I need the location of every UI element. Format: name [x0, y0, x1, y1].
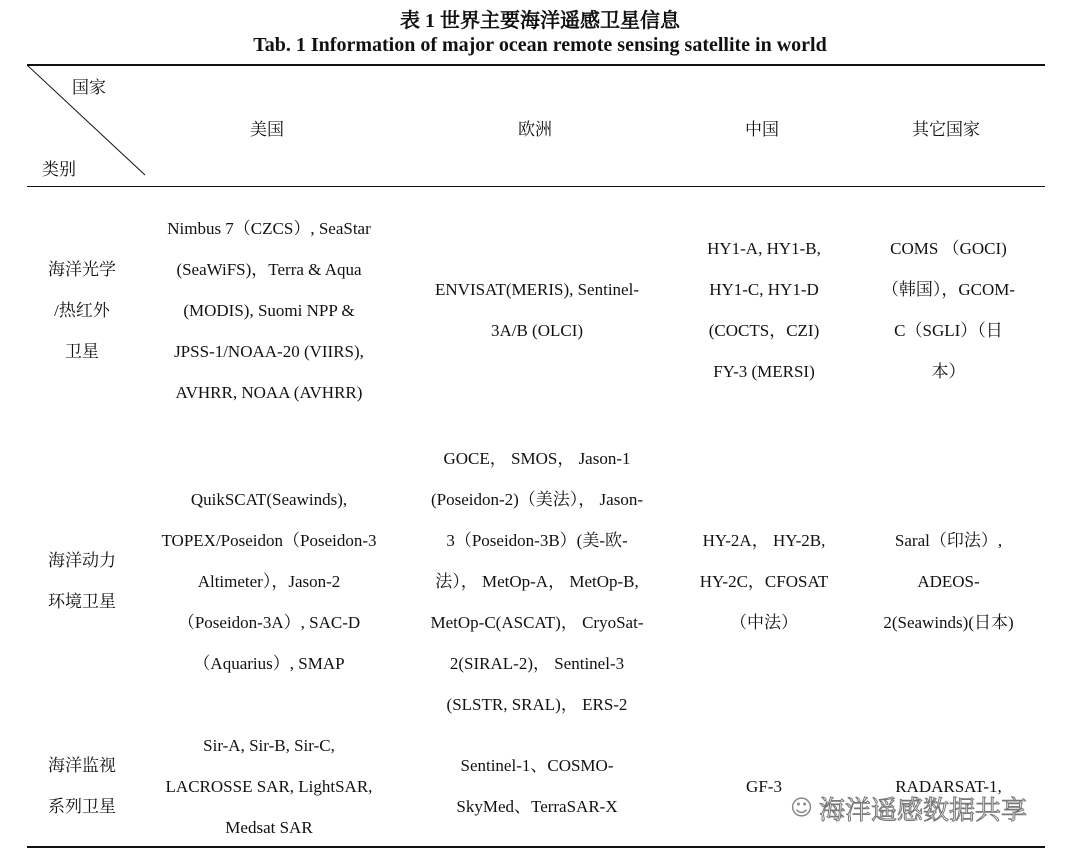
table-title-en: Tab. 1 Information of major ocean remote sensing satellite in world — [253, 34, 827, 56]
corner-bottom-label: 类别 — [42, 160, 76, 179]
col-header-europe: 欧洲 — [518, 120, 552, 139]
table-cell: COMS （GOCI) （韩国），GCOM- C（SGLI）（日 本） — [881, 239, 1016, 381]
row-category: 海洋光学 /热红外 卫星 — [48, 259, 116, 361]
table-cell: ENVISAT(MERIS), Sentinel- 3A/B (OLCI) — [435, 280, 639, 340]
watermark — [790, 790, 1027, 827]
row-category: 海洋监视 系列卫星 — [48, 756, 116, 816]
table-cell: Saral（印法）, ADEOS- 2(Seawinds)(日本) — [883, 530, 1014, 632]
header-rule — [27, 186, 1045, 187]
table-cell: QuikSCAT(Seawinds), TOPEX/Poseidon（Poseidon-3 Altimeter），Jason-2 （Poseidon-3A）, SAC-D （Aquarius）, SMAP — [161, 489, 377, 673]
table-cell: HY1-A, HY1-B, HY1-C, HY1-D (COCTS，CZI) FY-3 (MERSI) — [707, 239, 821, 381]
row-category: 海洋动力 环境卫星 — [48, 551, 116, 611]
table-cell: Nimbus 7（CZCS）, SeaStar (SeaWiFS)，Terra & Aqua (MODIS), Suomi NPP & JPSS-1/NOAA-20 (VIIRS), AVHRR, NOAA (AVHRR) — [167, 218, 371, 402]
col-header-others: 其它国家 — [912, 120, 980, 139]
table-title-cn: 表 1 世界主要海洋遥感卫星信息 — [400, 10, 680, 32]
table-cell: GF-3 — [746, 776, 782, 796]
col-header-china: 中国 — [745, 120, 779, 139]
table-cell: Sentinel-1、COSMO- SkyMed、TerraSAR-X — [456, 756, 618, 816]
table-cell: HY-2A， HY-2B, HY-2C，CFOSAT （中法） — [699, 530, 829, 632]
table-cell: GOCE， SMOS， Jason-1 (Poseidon-2)（美法）， Jason- 3（Poseidon-3B）(美-欧- 法）， MetOp-A， MetOp-B, MetOp-C(ASCAT)， CryoSat- 2(SIRAL-2)， Sentinel-3 (SLSTR, SRAL)， ERS-2 — [430, 448, 644, 714]
col-header-usa: 美国 — [250, 120, 284, 139]
corner-top-label: 国家 — [72, 78, 106, 97]
top-rule — [27, 64, 1045, 66]
wechat-icon: ☺ — [790, 796, 813, 821]
table-cell: Sir-A, Sir-B, Sir-C, LACROSSE SAR, LightSAR, Medsat SAR — [165, 735, 373, 837]
watermark-text: 海洋遥感数据共享 — [818, 796, 1027, 826]
table-cell: RADARSAT-1, — [895, 776, 1002, 796]
